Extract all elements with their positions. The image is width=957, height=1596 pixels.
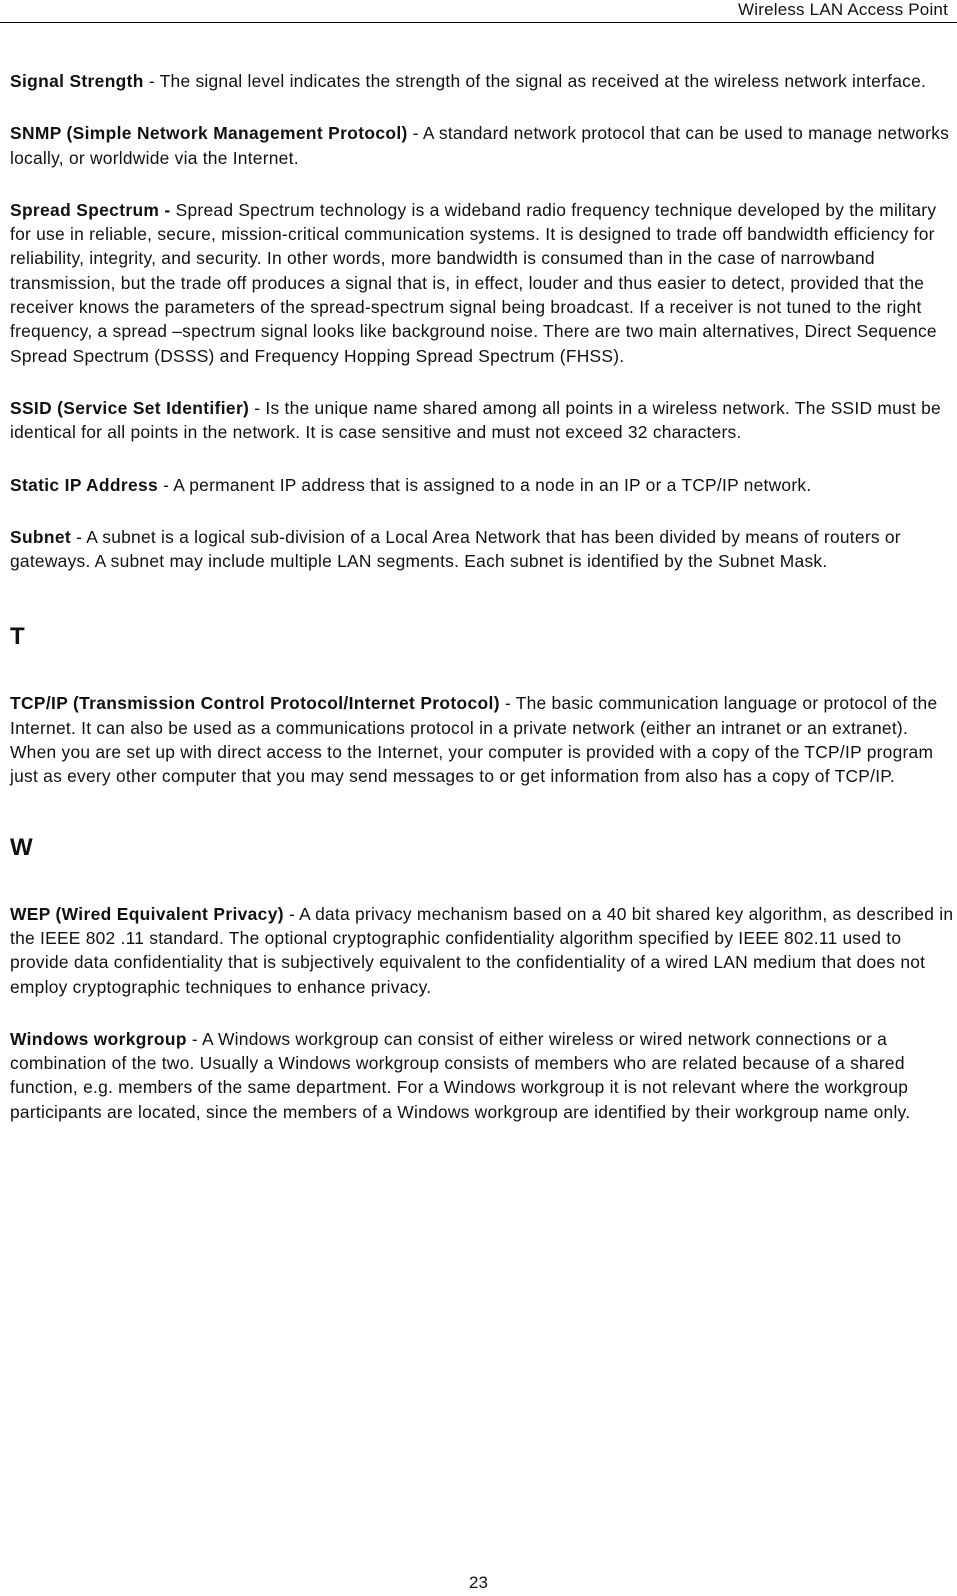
glossary-entry-subnet <box>10 525 955 574</box>
glossary-term: Static IP Address <box>10 474 159 495</box>
glossary-term: Spread Spectrum - <box>10 199 171 220</box>
glossary-term: Signal Strength <box>10 71 144 91</box>
glossary-entry-snmp <box>10 121 955 170</box>
running-title: Wireless LAN Access Point <box>737 0 948 19</box>
glossary-term: Subnet <box>10 526 72 547</box>
glossary-definition: Spread Spectrum technology is a wideband radio frequency technique developed by the military for use in reliable, secure, mission-critical communication systems. It is designed to trade off bandwidth efficiency for reliability, integrity, and security. In other words, more bandwidth is consumed than in the case of narrowband transmission, but the trade off produces a signal that is, in effect, louder and thus easier to detect, provided that the receiver knows the parameters of the spread-spectrum signal being broadcast. If a receiver is not tuned to the right frequency, a spread –spectrum signal looks like background noise. There are two main alternatives, Direct Sequence Spread Spectrum (DSSS) and Frequency Hopping Spread Spectrum (FHSS). <box>10 199 937 366</box>
glossary-entry-tcp-ip <box>10 691 955 788</box>
glossary-definition: - A permanent IP address that is assigned to a node in an IP or a TCP/IP network. <box>158 474 812 495</box>
glossary-term: WEP (Wired Equivalent Privacy) <box>10 903 284 924</box>
glossary-entry-wep <box>10 902 955 999</box>
glossary-term: SSID (Service Set Identifier) <box>10 397 250 418</box>
section-letter-heading: T <box>10 623 25 651</box>
glossary-entry-ssid <box>10 396 955 445</box>
glossary-definition: - A standard network protocol that can be used to manage networks locally, or worldwide via the Internet. <box>10 123 950 168</box>
section-letter-heading: W <box>10 833 33 861</box>
glossary-definition: - The basic communication language or protocol of the Internet. It can also be used as a communications protocol in a private network (either an intranet or an extranet). When you are set up with direct access to the Internet, your computer is provided with a copy of the TCP/IP program just as every other computer that you may send messages to or get information from also has a copy of TCP/IP. <box>10 693 938 787</box>
glossary-entry-windows-workgroup <box>10 1027 955 1124</box>
glossary-term: Windows workgroup <box>10 1028 187 1049</box>
glossary-entry-signal-strength <box>10 69 955 93</box>
glossary-definition: - Is the unique name shared among all points in a wireless network. The SSID must be identical for all points in the network. It is case sensitive and must not exceed 32 characters. <box>10 397 941 443</box>
glossary-content <box>10 69 955 1152</box>
glossary-definition: - A data privacy mechanism based on a 40 bit shared key algorithm, as described in the IEEE 802 .11 standard. The optional cryptographic confidentiality algorithm specified by IEEE 802.11 used to provide data confidentiality that is subjectively equivalent to the confidentiality of a wired LAN medium that does not employ cryptographic techniques to enhance privacy. <box>10 903 954 997</box>
page-number: 23 <box>469 1573 488 1592</box>
glossary-definition: - A Windows workgroup can consist of either wireless or wired network connections or a combination of the two. Usually a Windows workgroup consists of members who are related because of a shared function, e.g. members of the same department. For a Windows workgroup it is not relevant where the workgroup participants are located, since the members of a Windows workgroup are identified by their workgroup name only. <box>10 1028 911 1122</box>
glossary-definition: - A subnet is a logical sub-division of a Local Area Network that has been divided by means of routers or gateways. A subnet may include multiple LAN segments. Each subnet is identified by the Subnet Mask. <box>10 526 901 572</box>
glossary-term: TCP/IP (Transmission Control Protocol/Internet Protocol) <box>10 693 500 714</box>
page-header <box>0 0 957 23</box>
glossary-definition: - The signal level indicates the strength of the signal as received at the wireless network interface. <box>143 71 927 91</box>
glossary-entry-spread-spectrum <box>10 198 955 368</box>
glossary-term: SNMP (Simple Network Management Protocol) <box>10 123 408 144</box>
glossary-entry-static-ip-address <box>10 473 955 497</box>
